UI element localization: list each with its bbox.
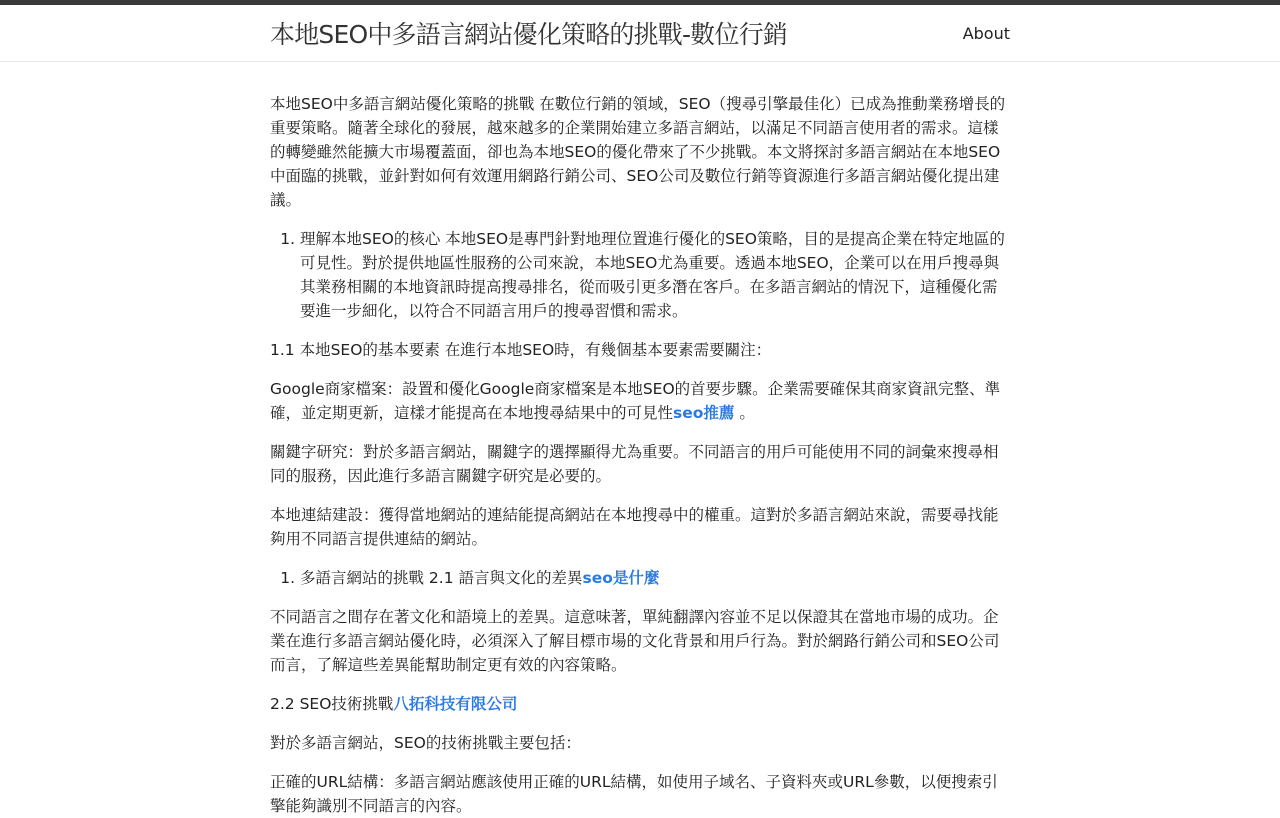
local-links-paragraph: 本地連結建設：獲得當地網站的連結能提高網站在本地搜尋中的權重。這對於多語言網站來說，需要尋找能夠用不同語言提供連結的網站。 [270, 506, 999, 548]
google-business-text: Google商家檔案：設置和優化Google商家檔案是本地SEO的首要步驟。企業需要確保其商家資訊完整、準確，並定期更新，這樣才能提高在本地搜尋結果中的可見性 [270, 380, 1001, 422]
list-item-multilingual-text: 多語言網站的挑戰 2.1 語言與文化的差異 [300, 569, 583, 587]
section-1-1-paragraph: 1.1 本地SEO的基本要素 在進行本地SEO時，有幾個基本要素需要關注： [270, 341, 772, 359]
google-business-paragraph [270, 377, 1010, 425]
article-content [270, 62, 1010, 818]
ordered-list-1 [270, 227, 1010, 323]
google-business-tail: 。 [734, 404, 755, 422]
list-item-local-seo-core: 1. 理解本地SEO的核心 本地SEO是專門針對地理位置進行優化的SEO策略，目的是提高企業在特定地區的可見性。對於提供地區性服務的公司來說，本地SEO尤為重要。透過本地SEO，企業可以在用戶搜尋與其業務相關的本地資訊時提高搜尋排名，從而吸引更多潛在客戶。在多語言網站的情況下，這種優化需要進一步細化，以符合不同語言用戶的搜尋習慣和需求。 [300, 227, 1010, 323]
ordered-list-2 [270, 566, 1010, 590]
culture-paragraph: 不同語言之間存在著文化和語境上的差異。這意味著，單純翻譯內容並不足以保證其在當地市場的成功。企業在進行多語言網站優化時，必須深入了解目標市場的文化背景和用戶行為。對於網路行銷公司和SEO公司而言，了解這些差異能幫助制定更有效的內容策略。 [270, 608, 1000, 674]
company-link[interactable]: 八拓科技有限公司 [393, 695, 518, 713]
url-structure-paragraph: 正確的URL結構：多語言網站應該使用正確的URL結構，如使用子域名、子資料夾或URL參數，以便搜索引擎能夠識別不同語言的內容。 [270, 773, 998, 815]
tech-intro-paragraph: 對於多語言網站，SEO的技術挑戰主要包括： [270, 734, 581, 752]
keyword-research-paragraph: 關鍵字研究：對於多語言網站，關鍵字的選擇顯得尤為重要。不同語言的用戶可能使用不同的詞彙來搜尋相同的服務，因此進行多語言關鍵字研究是必要的。 [270, 443, 999, 485]
section-2-2-paragraph [270, 692, 1010, 716]
nav-about-link[interactable]: About [962, 23, 1010, 43]
section-2-2-text: 2.2 SEO技術挑戰 [270, 695, 394, 713]
list-item-multilingual-challenges [300, 566, 1010, 590]
intro-paragraph: 本地SEO中多語言網站優化策略的挑戰 在數位行銷的領域，SEO（搜尋引擎最佳化）已成為推動業務增長的重要策略。隨著全球化的發展，越來越多的企業開始建立多語言網站，以滿足不同語言使用者的需求。這樣的轉變雖然能擴大市場覆蓋面，卻也為本地SEO的優化帶來了不少挑戰。本文將探討多語言網站在本地SEO中面臨的挑戰，並針對如何有效運用網路行銷公司、SEO公司及數位行銷等資源進行多語言網站優化提出建議。 [270, 95, 1006, 209]
seo-recommend-link[interactable]: seo推薦 [673, 404, 735, 422]
site-header [0, 5, 1280, 62]
what-is-seo-link[interactable]: seo是什麼 [582, 569, 660, 587]
site-title-link[interactable]: 本地SEO中多語言網站優化策略的挑戰-數位行銷 [270, 20, 787, 49]
header-inner [270, 5, 1010, 61]
